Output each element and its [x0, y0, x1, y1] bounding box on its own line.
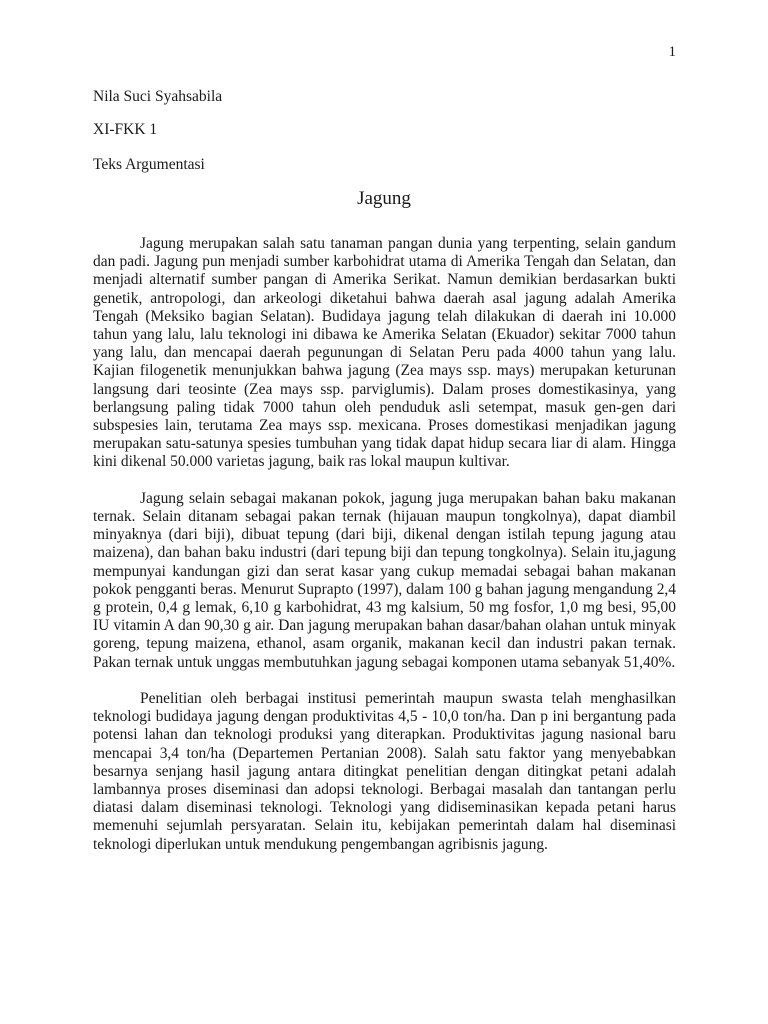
paragraph-3: Penelitian oleh berbagai institusi pemerintah maupun swasta telah menghasilkan teknologi budidaya jagung dengan produktivitas 4,5 - 10,0 ton/ha. Dan p ini bergantung pada potensi lahan dan teknologi produksi yang diterapkan. Produktivitas jagung nasional baru mencapai 3,4 ton/ha (Departemen Pertanian 2008). Salah satu faktor yang menyebabkan besarnya senjang hasil jagung antara ditingkat penelitian dengan ditingkat petani adalah lambannya proses diseminasi dan adopsi teknologi. Berbagai masalah dan tantangan perlu diatasi dalam diseminasi teknologi. Teknologi yang didiseminasikan kepada petani harus memenuhi sejumlah persyaratan. Selain itu, kebijakan pemerintah dalam hal diseminasi teknologi diperlukan untuk mendukung pengembangan agribisnis jagung. [93, 690, 676, 853]
paragraph-2: Jagung selain sebagai makanan pokok, jagung juga merupakan bahan baku makanan ternak. Selain ditanam sebagai pakan ternak (hijauan maupun tongkolnya), dapat diambil minyaknya (dari biji), dibuat tepung (dari biji, dikenal dengan istilah tepung jagung atau maizena), dan bahan baku industri (dari tepung biji dan tepung tongkolnya). Selain itu,jagung mempunyai kandungan gizi dan serat kasar yang cukup memadai sebagai bahan makanan pokok pengganti beras. Menurut Suprapto (1997), dalam 100 g bahan jagung mengandung 2,4 g protein, 0,4 g lemak, 6,10 g karbohidrat, 43 mg kalsium, 50 mg fosfor, 1,0 mg besi, 95,00 IU vitamin A dan 90,30 g air. Dan jagung merupakan bahan dasar/bahan olahan untuk minyak goreng, tepung maizena, ethanol, asam organik, makanan kecil dan industri pakan ternak. Pakan ternak untuk unggas membutuhkan jagung sebagai komponen utama sebanyak 51,40%. [93, 489, 676, 671]
document-body [93, 235, 676, 854]
text-type-label: Teks Argumentasi [93, 156, 205, 173]
page-number: 1 [668, 44, 676, 60]
author-name: Nila Suci Syahsabila [93, 88, 223, 105]
paragraph-1: Jagung merupakan salah satu tanaman pangan dunia yang terpenting, selain gandum dan padi. Jagung pun menjadi sumber karbohidrat utama di Amerika Tengah dan Selatan, dan menjadi alternatif sumber pangan di Amerika Serikat. Namun demikian berdasarkan bukti genetik, antropologi, dan arkeologi diketahui bahwa daerah asal jagung adalah Amerika Tengah (Meksiko bagian Selatan). Budidaya jagung telah dilakukan di daerah ini 10.000 tahun yang lalu, lalu teknologi ini dibawa ke Amerika Selatan (Ekuador) sekitar 7000 tahun yang lalu, dan mencapai daerah pegunungan di Selatan Peru pada 4000 tahun yang lalu. Kajian filogenetik menunjukkan bahwa jagung (Zea mays ssp. mays) merupakan keturunan langsung dari teosinte (Zea mays ssp. parviglumis). Dalam proses domestikasinya, yang berlangsung paling tidak 7000 tahun oleh penduduk asli setempat, masuk gen-gen dari subspesies lain, terutama Zea mays ssp. mexicana. Proses domestikasi menjadikan jagung merupakan satu-satunya spesies tumbuhan yang tidak dapat hidup secara liar di alam. Hingga kini dikenal 50.000 varietas jagung, baik ras lokal maupun kultivar. [93, 235, 676, 471]
document-title: Jagung [357, 188, 411, 209]
class-label: XI-FKK 1 [93, 121, 158, 138]
